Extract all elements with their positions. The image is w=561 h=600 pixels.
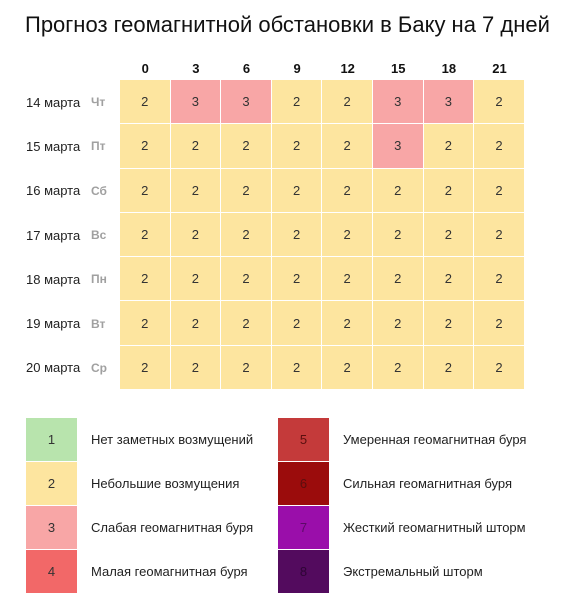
legend-item (26, 461, 239, 505)
hour-label: 3 (192, 61, 200, 76)
hour-label: 0 (141, 61, 149, 76)
forecast-cell: 3 (424, 80, 475, 124)
day-label (0, 346, 120, 390)
forecast-cell: 2 (120, 301, 171, 345)
forecast-row (120, 213, 525, 257)
day-label (0, 124, 120, 168)
forecast-cell: 2 (221, 169, 272, 213)
legend-label: Умеренная геомагнитная буря (343, 431, 527, 447)
legend-label: Малая геомагнитная буря (91, 564, 248, 580)
forecast-cell: 2 (171, 301, 222, 345)
forecast-cell: 2 (474, 124, 525, 168)
forecast-cell: 3 (373, 80, 424, 124)
legend-item (278, 417, 526, 461)
legend-item (278, 550, 483, 594)
legend-swatch: 4 (26, 550, 77, 593)
legend-swatch: 1 (26, 418, 77, 461)
forecast-cell: 2 (474, 257, 525, 301)
page-title: Прогноз геомагнитной обстановки в Баку на 7 дней (25, 12, 550, 37)
legend-label: Экстремальный шторм (343, 564, 483, 580)
day-date: 19 марта (26, 316, 81, 332)
forecast-cell: 2 (424, 257, 475, 301)
forecast-cell: 2 (373, 257, 424, 301)
forecast-cell: 3 (373, 124, 424, 168)
legend-swatch: 7 (278, 506, 329, 549)
day-date: 16 марта (26, 183, 81, 199)
forecast-cell: 2 (474, 80, 525, 124)
legend-item (26, 506, 253, 550)
day-label (0, 80, 120, 124)
forecast-cell: 2 (373, 301, 424, 345)
hour-label: 15 (391, 61, 406, 76)
forecast-cell: 2 (424, 213, 475, 257)
forecast-cell: 2 (424, 124, 475, 168)
day-date: 18 марта (26, 271, 81, 287)
legend-swatch: 6 (278, 462, 329, 505)
day-weekday: Вс (91, 228, 107, 243)
hour-header-row (120, 61, 525, 76)
forecast-cell: 2 (322, 124, 373, 168)
forecast-cell: 2 (221, 301, 272, 345)
forecast-cell: 2 (373, 346, 424, 390)
legend-item (26, 550, 248, 594)
forecast-cell: 2 (221, 124, 272, 168)
day-weekday: Вт (91, 316, 106, 331)
forecast-cell: 2 (373, 213, 424, 257)
forecast-cell: 2 (272, 124, 323, 168)
forecast-row (120, 301, 525, 345)
legend-swatch: 8 (278, 550, 329, 593)
forecast-cell: 2 (171, 124, 222, 168)
forecast-row (120, 257, 525, 301)
forecast-cell: 2 (171, 346, 222, 390)
forecast-cell: 2 (272, 213, 323, 257)
forecast-cell: 3 (171, 80, 222, 124)
forecast-cell: 2 (221, 346, 272, 390)
forecast-cell: 2 (474, 301, 525, 345)
day-weekday: Ср (91, 360, 107, 375)
day-date: 20 марта (26, 360, 81, 376)
forecast-cell: 2 (272, 301, 323, 345)
hour-label: 9 (293, 61, 301, 76)
day-label (0, 213, 120, 257)
day-date: 17 марта (26, 227, 81, 243)
legend-swatch: 2 (26, 462, 77, 505)
day-date: 15 марта (26, 138, 81, 154)
day-label (0, 257, 120, 301)
forecast-cell: 2 (272, 346, 323, 390)
forecast-cell: 2 (322, 346, 373, 390)
forecast-cell: 3 (221, 80, 272, 124)
forecast-cell: 2 (120, 124, 171, 168)
legend-label: Небольшие возмущения (91, 475, 240, 491)
forecast-cell: 2 (120, 257, 171, 301)
forecast-cell: 2 (424, 301, 475, 345)
forecast-cell: 2 (322, 257, 373, 301)
day-weekday: Сб (91, 183, 107, 198)
day-weekday: Чт (91, 95, 106, 110)
forecast-cell: 2 (221, 213, 272, 257)
forecast-cell: 2 (424, 346, 475, 390)
forecast-cell: 2 (221, 257, 272, 301)
forecast-cell: 2 (120, 346, 171, 390)
forecast-cell: 2 (474, 346, 525, 390)
forecast-row (120, 80, 525, 124)
forecast-cell: 2 (322, 301, 373, 345)
legend-item (278, 461, 512, 505)
forecast-cell: 2 (424, 169, 475, 213)
legend-item (26, 417, 253, 461)
forecast-cell: 2 (272, 257, 323, 301)
legend-label: Слабая геомагнитная буря (91, 520, 254, 536)
forecast-cell: 2 (171, 169, 222, 213)
forecast-cell: 2 (322, 213, 373, 257)
forecast-cell: 2 (322, 169, 373, 213)
day-date: 14 марта (26, 94, 81, 110)
forecast-cell: 2 (120, 80, 171, 124)
forecast-cell: 2 (171, 213, 222, 257)
legend-item (278, 506, 526, 550)
hour-label: 18 (441, 61, 457, 76)
hour-label: 12 (340, 61, 355, 76)
forecast-cell: 2 (373, 169, 424, 213)
forecast-cell: 2 (474, 169, 525, 213)
forecast-cell: 2 (272, 169, 323, 213)
forecast-cell: 2 (474, 213, 525, 257)
forecast-cell: 2 (120, 169, 171, 213)
forecast-row (120, 346, 525, 390)
legend-label: Сильная геомагнитная буря (343, 475, 512, 491)
legend-swatch: 5 (278, 418, 329, 461)
legend-swatch: 3 (26, 506, 77, 549)
forecast-row (120, 169, 525, 213)
forecast-cell: 2 (322, 80, 373, 124)
legend-label: Жесткий геомагнитный шторм (343, 520, 526, 536)
forecast-cell: 2 (272, 80, 323, 124)
forecast-grid (120, 80, 525, 390)
day-label (0, 169, 120, 213)
hour-label: 21 (492, 61, 507, 76)
day-weekday: Пн (91, 272, 107, 287)
day-weekday: Пт (91, 139, 106, 154)
forecast-row (120, 124, 525, 168)
forecast-cell: 2 (171, 257, 222, 301)
forecast-cell: 2 (120, 213, 171, 257)
day-label (0, 302, 120, 346)
legend-label: Нет заметных возмущений (91, 431, 254, 447)
hour-label: 6 (242, 61, 251, 76)
